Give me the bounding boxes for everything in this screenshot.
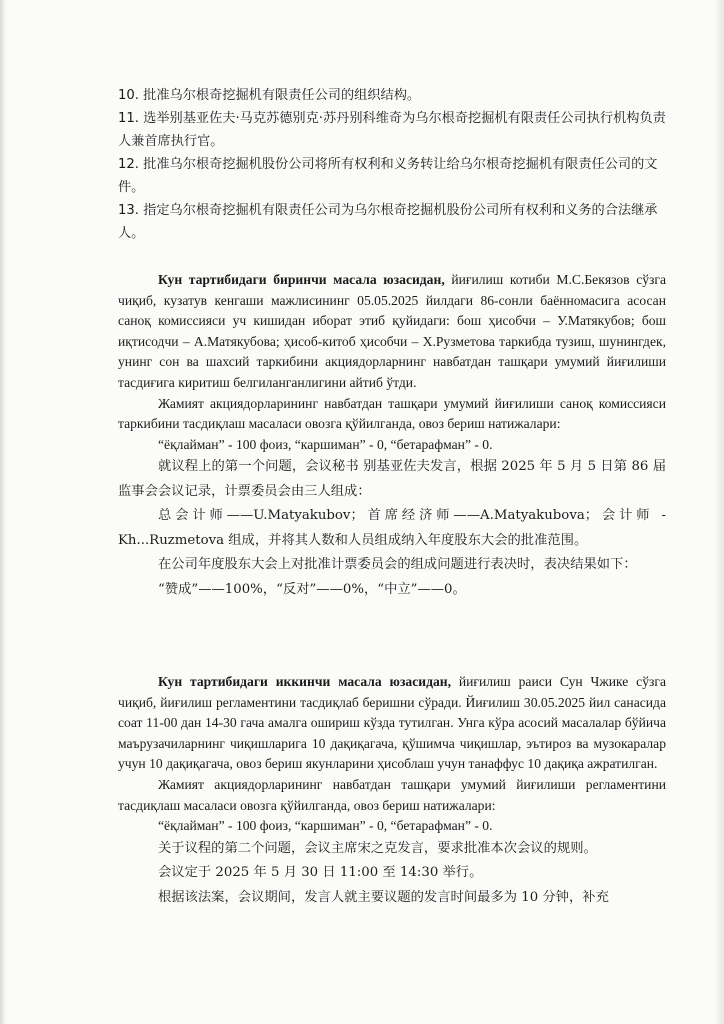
section2-cn-time: 会议定于 2025 年 5 月 30 日 11:00 至 14:30 举行。 <box>158 865 483 881</box>
section1-lead-bold: Кун тартибидаги биринчи масала юзасидан, <box>158 272 445 287</box>
section1-vote-result: “ёқлайман” - 100 фоиз, “каршиман” - 0, “бетарафман” - 0. <box>158 436 493 452</box>
agenda-item-13: 13. 指定乌尔根奇挖掘机有限责任公司为乌尔根奇挖掘机股份公司所有权利和义务的合法继承人。 <box>118 203 658 241</box>
scan-shadow <box>714 0 724 1024</box>
scan-edge <box>0 0 6 1024</box>
section-second-issue <box>118 672 666 910</box>
section2-lead-bold: Кун тартибидаги иккинчи масала юзасидан, <box>158 674 451 689</box>
section-first-issue <box>118 270 666 602</box>
section1-vote-intro: Жамият акциядорларининг навбатдан ташқари умумий йиғилиши саноқ комиссияси таркибини тасдиқлаш масаласи овозга қўйилганда, овоз бериш натижалари: <box>118 395 666 432</box>
section1-lead-text: йиғилиш котиби М.С.Бекязов сўзга чиқиб, кузатув кенгаши мажлисининг 05.05.2025 йилдаги 86-сонли баённомасига асосан саноқ комиссияси уч кишидан иборат этиб қуйидаги: бош ҳисобчи – У.Матякубов; бош иқтисодчи – А.Матякубова; ҳисоб-китоб ҳисобчи – Х.Рузметова таркибда тузиш, шунингдек, унинг сон ва шахсий таркибини акциядорларнинг навбатдан ташқари умумий йиғилиши тасдиғига киритиш белгиланганлигини айтиб ўтди. <box>118 272 666 390</box>
section2-vote-intro: Жамият акциядорларининг навбатдан ташқари умумий йиғилиши регламентини тасдиқлаш масаласи овозга қўйилганда, овоз бериш натижалари: <box>118 776 666 813</box>
chinese-agenda-list <box>118 84 666 245</box>
section1-lead <box>118 270 666 394</box>
section2-lead <box>118 672 666 775</box>
section1-cn-vote-result: “赞成”——100%，“反对”——0%，“中立”——0。 <box>158 581 466 597</box>
section2-cn-rule: 根据该法案，会议期间，发言人就主要议题的发言时间最多为 10 分钟，补充 <box>158 889 609 905</box>
section2-vote-result: “ёқлайман” - 100 фоиз, “каршиман” - 0, “бетарафман” - 0. <box>158 818 493 834</box>
agenda-item-10: 10. 批准乌尔根奇挖掘机有限责任公司的组织结构。 <box>118 88 421 103</box>
section2-cn-lead: 关于议程的第二个问题，会议主席宋之克发言，要求批准本次会议的规则。 <box>158 840 597 856</box>
section1-cn-vote-intro: 在公司年度股东大会上对批准计票委员会的组成问题进行表决时，表决结果如下： <box>158 557 637 573</box>
agenda-item-11: 11. 选举别基亚佐夫·马克苏德别克·苏丹别科维奇为乌尔根奇挖掘机有限责任公司执行机构负责人兼首席执行官。 <box>118 111 666 149</box>
section1-cn-lead: 就议程上的第一个问题，会议秘书 别基亚佐夫发言，根据 2025 年 5 月 5 日第 86 届监事会会议记录，计票委员会由三人组成： <box>118 459 666 499</box>
agenda-item-12: 12. 批准乌尔根奇挖掘机股份公司将所有权利和义务转让给乌尔根奇挖掘机有限责任公司的文件。 <box>118 157 658 195</box>
section1-cn-members: 总会计师——U.Matyakubov；首席经济师——A.Matyakubova；会计师 - Kh...Ruzmetova 组成，并将其人数和人员组成纳入年度股东大会的批准范围。 <box>118 508 666 548</box>
section2-lead-text: йиғилиш раиси Сун Чжике сўзга чиқиб, йиғилиш регламентини тасдиқлаб беришни сўради. Йиғилиш 30.05.2025 йил санасида соат 11-00 дан 14-30 гача амалга ошириш кўзда тутилган. Унга кўра асосий масалалар бўйича маърузачиларнинг чиқишларига 10 дақиқагача, қўшимча чиқишлар, эътироз ва музокаралар учун 10 дақиқагача, овоз бериш якунларини ҳисоблаш учун танаффус 10 дақиқа ажратилган. <box>118 674 666 772</box>
